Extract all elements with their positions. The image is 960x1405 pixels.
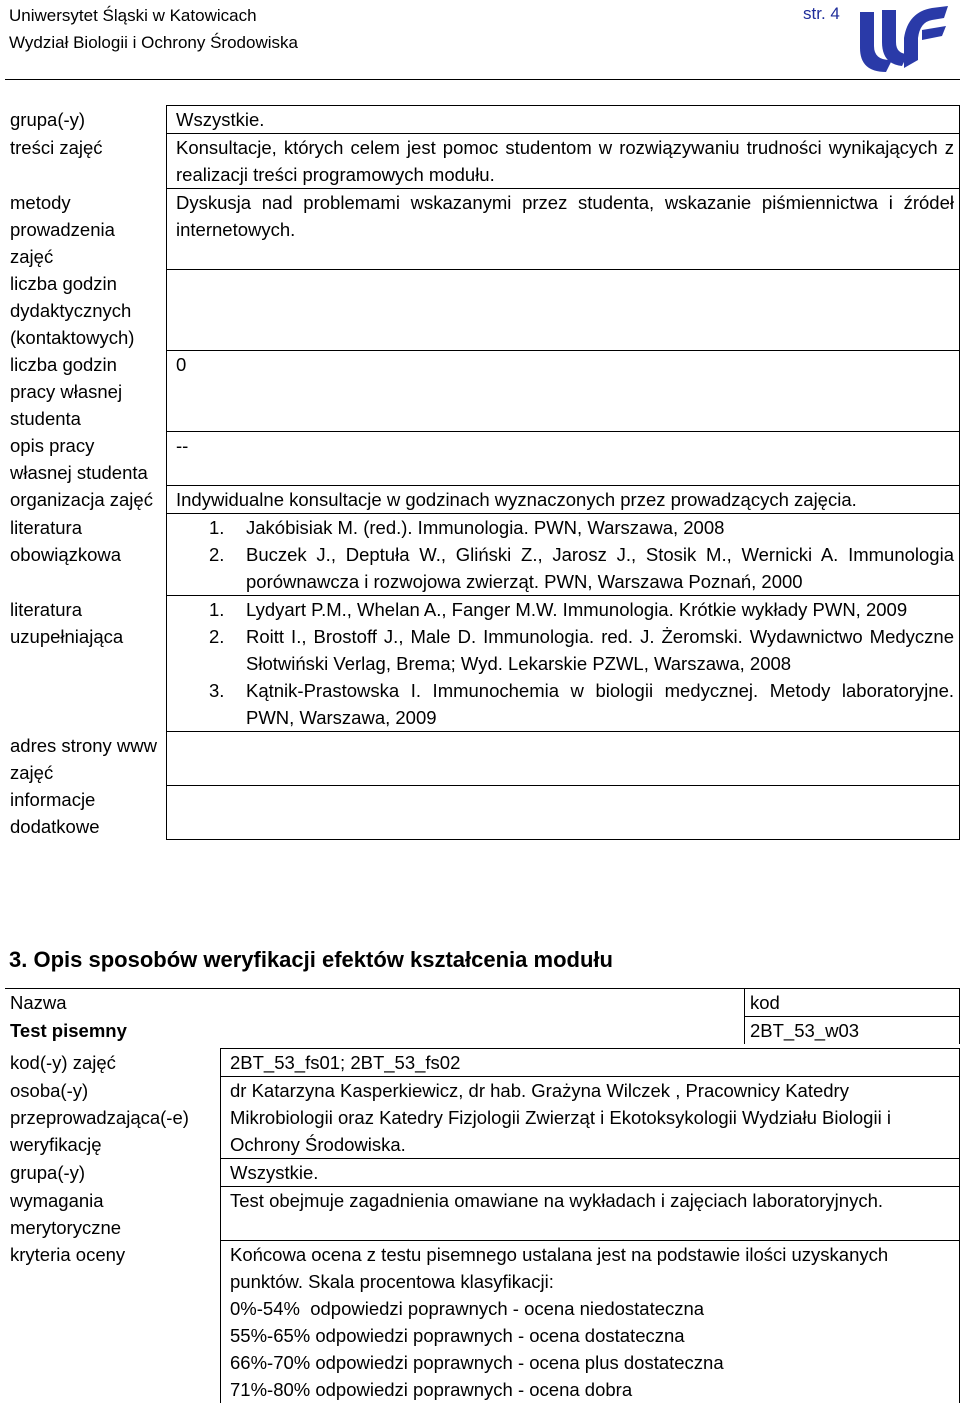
- row-label: adres strony www zajęć: [5, 732, 167, 786]
- module-details-table: [5, 105, 960, 840]
- header-rule: [5, 79, 960, 80]
- row-value: Indywidualne konsultacje w godzinach wyznaczonych przez prowadzących zajęcia.: [167, 486, 960, 514]
- row-label: osoba(-y) przeprowadzająca(-e) weryfikację: [5, 1077, 221, 1159]
- row-adres-www: [5, 732, 960, 786]
- verification-name-table: [5, 988, 960, 1044]
- verification-code: 2BT_53_w03: [745, 1017, 960, 1045]
- row-value: Dyskusja nad problemami wskazanymi przez studenta, wskazanie piśmiennictwa i źródeł internetowych.: [167, 189, 960, 270]
- row-label: wymagania merytoryczne: [5, 1187, 221, 1241]
- university-logo: [852, 2, 952, 76]
- row-literatura-uzupelniajaca: [5, 596, 960, 732]
- row-value: --: [167, 432, 960, 486]
- row-value: [221, 1241, 960, 1404]
- row-label: literatura uzupełniająca: [5, 596, 167, 732]
- row-label: informacje dodatkowe: [5, 786, 167, 840]
- list-item: 2. Buczek J., Deptuła W., Gliński Z., Jarosz J., Stosik M., Wernicki A. Immunologia porównawcza i rozwojowa zwierząt. PWN, Warszawa Poznań, 2000: [209, 544, 954, 592]
- faculty-name: Wydział Biologii i Ochrony Środowiska: [9, 33, 298, 52]
- row-value: [167, 732, 960, 786]
- row-label: grupa(-y): [5, 1159, 221, 1187]
- supplementary-literature-list: [176, 596, 954, 731]
- row-wymagania: [5, 1187, 960, 1241]
- row-label: kod(-y) zajęć: [5, 1049, 221, 1077]
- code-header: kod: [745, 989, 960, 1017]
- row-value: 0: [167, 351, 960, 432]
- verification-details-table: [5, 1048, 960, 1403]
- row-informacje-dodatkowe: [5, 786, 960, 840]
- row-label: liczba godzin dydaktycznych (kontaktowych): [5, 270, 167, 351]
- row-value: Wszystkie.: [221, 1159, 960, 1187]
- row-value: Wszystkie.: [167, 106, 960, 134]
- row-grupa: [5, 106, 960, 134]
- criteria-line: 55%-65% odpowiedzi poprawnych - ocena dostateczna: [230, 1325, 685, 1346]
- row-tresci: [5, 134, 960, 189]
- section-heading: 3. Opis sposobów weryfikacji efektów kształcenia modułu: [9, 947, 613, 972]
- row-value: [167, 270, 960, 351]
- row-godziny-wlasne: [5, 351, 960, 432]
- row-value: dr Katarzyna Kasperkiewicz, dr hab. Grażyna Wilczek , Pracownicy Katedry Mikrobiologii oraz Katedry Fizjologii Zwierząt i Ekotoksykologii Wydziału Biologii i Ochrony Środowiska.: [221, 1077, 960, 1159]
- row-grupa: [5, 1159, 960, 1187]
- row-organizacja: [5, 486, 960, 514]
- row-value: Test obejmuje zagadnienia omawiane na wykładach i zajęciach laboratoryjnych.: [221, 1187, 960, 1241]
- name-header: Nazwa: [5, 989, 745, 1017]
- row-godziny-kontaktowe: [5, 270, 960, 351]
- list-item: 3. Kątnik-Prastowska I. Immunochemia w biologii medycznej. Metody laboratoryjne. PWN, Warszawa, 2009: [209, 680, 954, 728]
- row-label: opis pracy własnej studenta: [5, 432, 167, 486]
- row-label: organizacja zajęć: [5, 486, 167, 514]
- criteria-line: 0%-54% odpowiedzi poprawnych - ocena niedostateczna: [230, 1298, 705, 1319]
- row-label: grupa(-y): [5, 106, 167, 134]
- row-value: [167, 514, 960, 596]
- page-number: str. 4: [803, 4, 840, 23]
- row-value: 2BT_53_fs01; 2BT_53_fs02: [221, 1049, 960, 1077]
- row-kryteria: [5, 1241, 960, 1404]
- criteria-line: 71%-80% odpowiedzi poprawnych - ocena dobra: [230, 1379, 633, 1400]
- row-label: liczba godzin pracy własnej studenta: [5, 351, 167, 432]
- row-literatura-obowiazkowa: [5, 514, 960, 596]
- row-osoby: [5, 1077, 960, 1159]
- row-value: [167, 596, 960, 732]
- list-item: 1. Lydyart P.M., Whelan A., Fanger M.W. Immunologia. Krótkie wykłady PWN, 2009: [209, 599, 908, 620]
- row-label: kryteria oceny: [5, 1241, 221, 1404]
- list-item: 2. Roitt I., Brostoff J., Male D. Immunologia. red. J. Żeromski. Wydawnictwo Medyczne Słotwiński Verlag, Brema; Wyd. Lekarskie PZWL, Warszawa, 2008: [209, 626, 954, 674]
- row-label: metody prowadzenia zajęć: [5, 189, 167, 270]
- row-value: Konsultacje, których celem jest pomoc studentom w rozwiązywaniu trudności wynikających z realizacji treści programowych modułu.: [167, 134, 960, 189]
- row-kod-zajec: [5, 1049, 960, 1077]
- row-label: treści zajęć: [5, 134, 167, 189]
- criteria-intro: Końcowa ocena z testu pisemnego ustalana jest na podstawie ilości uzyskanych punktów. Skala procentowa klasyfikacji:: [230, 1244, 889, 1292]
- row-metody: [5, 189, 960, 270]
- university-name: Uniwersytet Śląski w Katowicach: [9, 6, 257, 25]
- list-item: 1. Jakóbisiak M. (red.). Immunologia. PWN, Warszawa, 2008: [209, 517, 725, 538]
- row-value: [167, 786, 960, 840]
- verification-name: Test pisemny: [10, 1019, 127, 1041]
- criteria-line: 66%-70% odpowiedzi poprawnych - ocena plus dostateczna: [230, 1352, 724, 1373]
- row-opis-pracy: [5, 432, 960, 486]
- required-literature-list: [176, 514, 954, 595]
- row-label: literatura obowiązkowa: [5, 514, 167, 596]
